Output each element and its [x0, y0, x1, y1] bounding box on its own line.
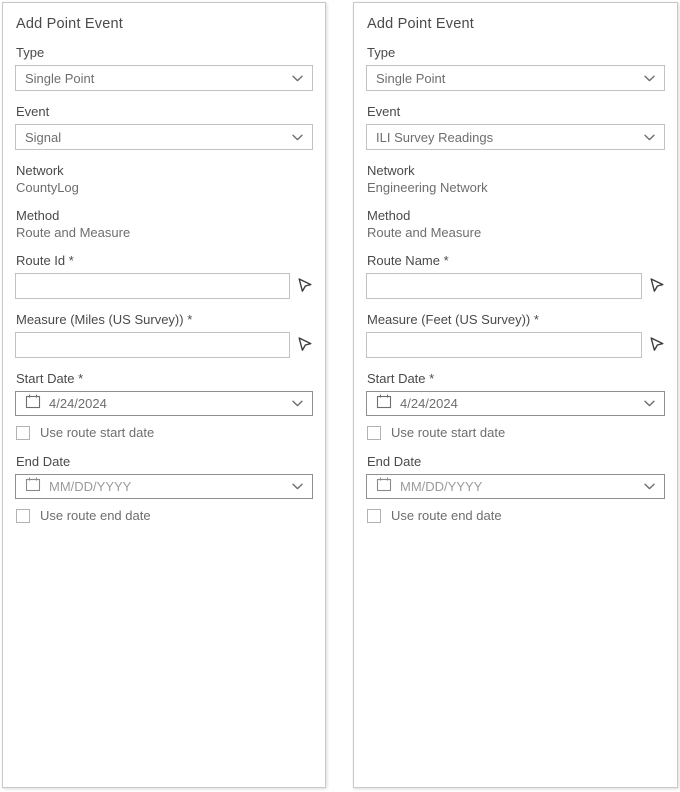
- route-name-label: Route Name *: [367, 253, 449, 268]
- type-select[interactable]: [15, 65, 313, 91]
- calendar-icon: [25, 476, 41, 497]
- use-route-end-date-checkbox[interactable]: [367, 509, 381, 523]
- start-date-label: Start Date *: [367, 371, 435, 386]
- end-date-placeholder: MM/DD/YYYY: [400, 479, 483, 494]
- event-select-value: ILI Survey Readings: [376, 129, 494, 145]
- chevron-down-icon: [292, 75, 303, 82]
- pane-title: Add Point Event: [16, 16, 123, 32]
- use-route-start-date-row: [367, 425, 665, 440]
- use-route-end-date-checkbox[interactable]: [16, 509, 30, 523]
- measure-label: Measure (Miles (US Survey)) *: [16, 312, 193, 327]
- chevron-down-icon: [292, 134, 303, 141]
- end-date-placeholder: MM/DD/YYYY: [49, 479, 132, 494]
- measure-map-pick-button[interactable]: [643, 332, 665, 358]
- type-select-value: Single Point: [376, 70, 446, 86]
- route-id-input[interactable]: [15, 273, 290, 299]
- use-route-end-date-label: Use route end date: [40, 508, 151, 523]
- use-route-end-date-row: [367, 508, 665, 523]
- use-route-start-date-checkbox[interactable]: [367, 426, 381, 440]
- event-select-value: Signal: [25, 129, 62, 145]
- chevron-down-icon: [644, 75, 655, 82]
- use-route-start-date-label: Use route start date: [391, 425, 506, 440]
- measure-input[interactable]: [15, 332, 290, 358]
- calendar-icon: [25, 393, 41, 414]
- route-map-pick-button[interactable]: [291, 273, 313, 299]
- use-route-start-date-label: Use route start date: [40, 425, 155, 440]
- network-value: Engineering Network: [367, 180, 488, 195]
- start-date-value: 4/24/2024: [49, 396, 107, 411]
- type-select-value: Single Point: [25, 70, 95, 86]
- start-date-label: Start Date *: [16, 371, 84, 386]
- method-value: Route and Measure: [16, 225, 131, 240]
- route-map-pick-button[interactable]: [643, 273, 665, 299]
- method-label: Method: [16, 208, 60, 223]
- pane-title: Add Point Event: [367, 16, 474, 32]
- network-value: CountyLog: [16, 180, 79, 195]
- network-label: Network: [367, 163, 415, 178]
- start-date-picker[interactable]: [15, 391, 313, 416]
- method-value: Route and Measure: [367, 225, 482, 240]
- calendar-icon: [376, 393, 392, 414]
- type-label: Type: [16, 45, 45, 60]
- chevron-down-icon: [292, 483, 303, 490]
- map-pick-arrow-icon: [297, 276, 313, 297]
- route-id-label: Route Id *: [16, 253, 74, 268]
- type-label: Type: [367, 45, 396, 60]
- map-pick-arrow-icon: [649, 335, 665, 356]
- measure-label: Measure (Feet (US Survey)) *: [367, 312, 539, 327]
- end-date-picker[interactable]: [15, 474, 313, 499]
- event-select[interactable]: [15, 124, 313, 150]
- start-date-picker[interactable]: [366, 391, 665, 416]
- start-date-value: 4/24/2024: [400, 396, 458, 411]
- chevron-down-icon: [292, 400, 303, 407]
- method-label: Method: [367, 208, 411, 223]
- measure-map-pick-button[interactable]: [291, 332, 313, 358]
- type-select[interactable]: [366, 65, 665, 91]
- end-date-label: End Date: [367, 454, 422, 469]
- use-route-end-date-row: [16, 508, 313, 523]
- end-date-label: End Date: [16, 454, 71, 469]
- use-route-start-date-checkbox[interactable]: [16, 426, 30, 440]
- use-route-end-date-label: Use route end date: [391, 508, 502, 523]
- map-pick-arrow-icon: [649, 276, 665, 297]
- use-route-start-date-row: [16, 425, 313, 440]
- network-label: Network: [16, 163, 64, 178]
- map-pick-arrow-icon: [297, 335, 313, 356]
- add-point-event-pane-right: [353, 2, 678, 788]
- end-date-picker[interactable]: [366, 474, 665, 499]
- route-name-input[interactable]: [366, 273, 642, 299]
- measure-input[interactable]: [366, 332, 642, 358]
- event-select[interactable]: [366, 124, 665, 150]
- event-label: Event: [367, 104, 401, 119]
- chevron-down-icon: [644, 400, 655, 407]
- calendar-icon: [376, 476, 392, 497]
- add-point-event-pane-left: [2, 2, 326, 788]
- chevron-down-icon: [644, 483, 655, 490]
- event-label: Event: [16, 104, 50, 119]
- chevron-down-icon: [644, 134, 655, 141]
